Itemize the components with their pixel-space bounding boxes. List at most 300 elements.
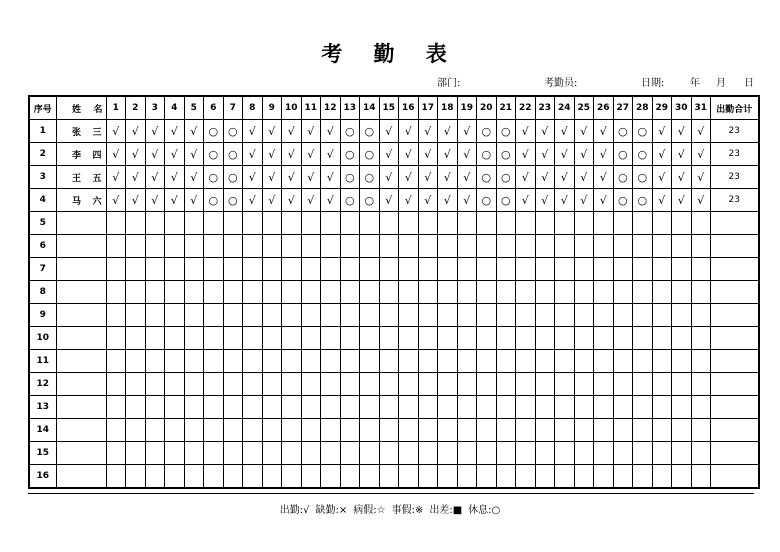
attendance-cell[interactable] bbox=[496, 212, 516, 235]
attendance-cell[interactable] bbox=[516, 143, 536, 166]
attendance-total[interactable] bbox=[711, 419, 759, 442]
attendance-cell[interactable] bbox=[594, 442, 614, 465]
attendance-cell[interactable] bbox=[594, 350, 614, 373]
attendance-cell[interactable] bbox=[360, 419, 380, 442]
attendance-cell[interactable] bbox=[438, 350, 458, 373]
attendance-cell[interactable] bbox=[126, 327, 146, 350]
attendance-cell[interactable] bbox=[496, 396, 516, 419]
attendance-cell[interactable] bbox=[516, 212, 536, 235]
attendance-cell[interactable] bbox=[243, 465, 263, 489]
attendance-cell[interactable] bbox=[594, 120, 614, 143]
attendance-cell[interactable] bbox=[418, 212, 438, 235]
attendance-cell[interactable] bbox=[555, 120, 575, 143]
attendance-cell[interactable] bbox=[399, 327, 419, 350]
attendance-cell[interactable] bbox=[126, 396, 146, 419]
attendance-cell[interactable] bbox=[477, 120, 497, 143]
attendance-cell[interactable] bbox=[379, 442, 399, 465]
attendance-cell[interactable] bbox=[633, 120, 653, 143]
attendance-cell[interactable] bbox=[477, 465, 497, 489]
attendance-cell[interactable] bbox=[457, 327, 477, 350]
attendance-cell[interactable] bbox=[691, 373, 711, 396]
attendance-cell[interactable] bbox=[145, 143, 165, 166]
attendance-cell[interactable] bbox=[204, 396, 224, 419]
attendance-cell[interactable] bbox=[691, 235, 711, 258]
attendance-cell[interactable] bbox=[477, 396, 497, 419]
attendance-cell[interactable] bbox=[652, 143, 672, 166]
attendance-cell[interactable] bbox=[633, 327, 653, 350]
attendance-cell[interactable] bbox=[282, 350, 302, 373]
attendance-cell[interactable] bbox=[204, 189, 224, 212]
attendance-cell[interactable] bbox=[594, 396, 614, 419]
attendance-cell[interactable] bbox=[145, 465, 165, 489]
attendance-cell[interactable] bbox=[457, 189, 477, 212]
attendance-cell[interactable] bbox=[184, 281, 204, 304]
attendance-cell[interactable] bbox=[204, 419, 224, 442]
attendance-cell[interactable] bbox=[516, 419, 536, 442]
attendance-cell[interactable] bbox=[126, 419, 146, 442]
attendance-cell[interactable] bbox=[418, 465, 438, 489]
attendance-cell[interactable] bbox=[574, 166, 594, 189]
attendance-cell[interactable] bbox=[321, 235, 341, 258]
attendance-cell[interactable] bbox=[282, 143, 302, 166]
attendance-cell[interactable] bbox=[516, 396, 536, 419]
attendance-cell[interactable] bbox=[672, 258, 692, 281]
attendance-cell[interactable] bbox=[145, 350, 165, 373]
attendance-cell[interactable] bbox=[652, 327, 672, 350]
attendance-cell[interactable] bbox=[633, 419, 653, 442]
attendance-cell[interactable] bbox=[457, 419, 477, 442]
attendance-cell[interactable] bbox=[496, 442, 516, 465]
attendance-cell[interactable] bbox=[672, 350, 692, 373]
attendance-cell[interactable] bbox=[613, 189, 633, 212]
attendance-cell[interactable] bbox=[223, 235, 243, 258]
employee-name[interactable] bbox=[56, 120, 106, 143]
attendance-cell[interactable] bbox=[223, 465, 243, 489]
attendance-cell[interactable] bbox=[223, 419, 243, 442]
attendance-cell[interactable] bbox=[282, 120, 302, 143]
attendance-cell[interactable] bbox=[145, 212, 165, 235]
attendance-cell[interactable] bbox=[360, 281, 380, 304]
attendance-cell[interactable] bbox=[438, 304, 458, 327]
attendance-cell[interactable] bbox=[165, 212, 185, 235]
attendance-cell[interactable] bbox=[243, 304, 263, 327]
attendance-cell[interactable] bbox=[633, 373, 653, 396]
attendance-cell[interactable] bbox=[204, 327, 224, 350]
attendance-cell[interactable] bbox=[574, 419, 594, 442]
attendance-cell[interactable] bbox=[555, 189, 575, 212]
attendance-cell[interactable] bbox=[574, 304, 594, 327]
attendance-cell[interactable] bbox=[379, 419, 399, 442]
attendance-cell[interactable] bbox=[243, 120, 263, 143]
attendance-cell[interactable] bbox=[126, 166, 146, 189]
attendance-cell[interactable] bbox=[477, 235, 497, 258]
attendance-cell[interactable] bbox=[555, 166, 575, 189]
attendance-cell[interactable] bbox=[106, 120, 126, 143]
attendance-cell[interactable] bbox=[126, 189, 146, 212]
attendance-total[interactable] bbox=[711, 396, 759, 419]
attendance-cell[interactable] bbox=[457, 258, 477, 281]
attendance-cell[interactable] bbox=[652, 235, 672, 258]
attendance-total[interactable] bbox=[711, 442, 759, 465]
attendance-cell[interactable] bbox=[652, 212, 672, 235]
attendance-cell[interactable] bbox=[691, 166, 711, 189]
attendance-cell[interactable] bbox=[496, 281, 516, 304]
attendance-cell[interactable] bbox=[477, 419, 497, 442]
attendance-cell[interactable] bbox=[145, 327, 165, 350]
employee-name[interactable] bbox=[56, 189, 106, 212]
attendance-cell[interactable] bbox=[574, 465, 594, 489]
attendance-cell[interactable] bbox=[223, 166, 243, 189]
attendance-cell[interactable] bbox=[165, 350, 185, 373]
attendance-cell[interactable] bbox=[399, 304, 419, 327]
attendance-cell[interactable] bbox=[262, 373, 282, 396]
attendance-total[interactable] bbox=[711, 212, 759, 235]
attendance-cell[interactable] bbox=[204, 350, 224, 373]
attendance-cell[interactable] bbox=[204, 212, 224, 235]
attendance-cell[interactable] bbox=[652, 304, 672, 327]
attendance-cell[interactable] bbox=[496, 304, 516, 327]
attendance-cell[interactable] bbox=[223, 258, 243, 281]
attendance-cell[interactable] bbox=[145, 442, 165, 465]
attendance-cell[interactable] bbox=[613, 212, 633, 235]
attendance-cell[interactable] bbox=[672, 143, 692, 166]
attendance-cell[interactable] bbox=[555, 442, 575, 465]
attendance-cell[interactable] bbox=[321, 166, 341, 189]
attendance-cell[interactable] bbox=[106, 350, 126, 373]
attendance-cell[interactable] bbox=[360, 120, 380, 143]
attendance-cell[interactable] bbox=[340, 235, 360, 258]
attendance-cell[interactable] bbox=[555, 143, 575, 166]
attendance-cell[interactable] bbox=[652, 419, 672, 442]
attendance-cell[interactable] bbox=[399, 350, 419, 373]
attendance-cell[interactable] bbox=[516, 304, 536, 327]
attendance-cell[interactable] bbox=[184, 304, 204, 327]
attendance-cell[interactable] bbox=[516, 281, 536, 304]
attendance-cell[interactable] bbox=[457, 235, 477, 258]
attendance-cell[interactable] bbox=[613, 442, 633, 465]
attendance-cell[interactable] bbox=[106, 396, 126, 419]
attendance-cell[interactable] bbox=[204, 235, 224, 258]
attendance-cell[interactable] bbox=[301, 212, 321, 235]
attendance-cell[interactable] bbox=[126, 143, 146, 166]
attendance-cell[interactable] bbox=[594, 212, 614, 235]
attendance-cell[interactable] bbox=[282, 189, 302, 212]
attendance-cell[interactable] bbox=[165, 281, 185, 304]
attendance-cell[interactable] bbox=[477, 281, 497, 304]
attendance-cell[interactable] bbox=[438, 143, 458, 166]
attendance-cell[interactable] bbox=[535, 350, 555, 373]
attendance-cell[interactable] bbox=[340, 212, 360, 235]
attendance-cell[interactable] bbox=[262, 419, 282, 442]
attendance-cell[interactable] bbox=[613, 465, 633, 489]
attendance-cell[interactable] bbox=[204, 281, 224, 304]
attendance-cell[interactable] bbox=[477, 304, 497, 327]
attendance-cell[interactable] bbox=[282, 396, 302, 419]
attendance-cell[interactable] bbox=[340, 189, 360, 212]
attendance-cell[interactable] bbox=[516, 166, 536, 189]
attendance-cell[interactable] bbox=[184, 442, 204, 465]
attendance-cell[interactable] bbox=[360, 465, 380, 489]
attendance-cell[interactable] bbox=[301, 258, 321, 281]
attendance-cell[interactable] bbox=[301, 396, 321, 419]
employee-name[interactable] bbox=[56, 281, 106, 304]
attendance-cell[interactable] bbox=[594, 304, 614, 327]
attendance-cell[interactable] bbox=[477, 327, 497, 350]
attendance-cell[interactable] bbox=[574, 143, 594, 166]
attendance-cell[interactable] bbox=[555, 304, 575, 327]
attendance-cell[interactable] bbox=[633, 442, 653, 465]
attendance-cell[interactable] bbox=[262, 304, 282, 327]
attendance-cell[interactable] bbox=[106, 235, 126, 258]
attendance-cell[interactable] bbox=[418, 350, 438, 373]
attendance-cell[interactable] bbox=[418, 143, 438, 166]
attendance-cell[interactable] bbox=[165, 442, 185, 465]
attendance-cell[interactable] bbox=[379, 166, 399, 189]
attendance-cell[interactable] bbox=[360, 235, 380, 258]
attendance-cell[interactable] bbox=[535, 465, 555, 489]
attendance-cell[interactable] bbox=[535, 396, 555, 419]
attendance-cell[interactable] bbox=[418, 120, 438, 143]
attendance-cell[interactable] bbox=[613, 304, 633, 327]
attendance-cell[interactable] bbox=[184, 350, 204, 373]
attendance-cell[interactable] bbox=[691, 212, 711, 235]
attendance-cell[interactable] bbox=[243, 258, 263, 281]
attendance-cell[interactable] bbox=[184, 258, 204, 281]
attendance-cell[interactable] bbox=[301, 166, 321, 189]
attendance-cell[interactable] bbox=[204, 258, 224, 281]
attendance-total[interactable] bbox=[711, 304, 759, 327]
attendance-cell[interactable] bbox=[438, 212, 458, 235]
attendance-cell[interactable] bbox=[633, 465, 653, 489]
attendance-cell[interactable] bbox=[438, 166, 458, 189]
attendance-cell[interactable] bbox=[399, 465, 419, 489]
attendance-cell[interactable] bbox=[418, 281, 438, 304]
attendance-cell[interactable] bbox=[282, 281, 302, 304]
attendance-cell[interactable] bbox=[399, 396, 419, 419]
attendance-cell[interactable] bbox=[633, 304, 653, 327]
attendance-cell[interactable] bbox=[106, 327, 126, 350]
attendance-cell[interactable] bbox=[633, 350, 653, 373]
attendance-cell[interactable] bbox=[243, 350, 263, 373]
attendance-cell[interactable] bbox=[477, 189, 497, 212]
attendance-cell[interactable] bbox=[613, 350, 633, 373]
attendance-cell[interactable] bbox=[301, 304, 321, 327]
attendance-cell[interactable] bbox=[165, 258, 185, 281]
attendance-cell[interactable] bbox=[535, 327, 555, 350]
attendance-cell[interactable] bbox=[360, 189, 380, 212]
attendance-cell[interactable] bbox=[204, 120, 224, 143]
attendance-cell[interactable] bbox=[438, 120, 458, 143]
attendance-cell[interactable] bbox=[184, 143, 204, 166]
attendance-cell[interactable] bbox=[613, 327, 633, 350]
attendance-cell[interactable] bbox=[379, 373, 399, 396]
attendance-cell[interactable] bbox=[223, 120, 243, 143]
attendance-cell[interactable] bbox=[652, 396, 672, 419]
attendance-cell[interactable] bbox=[399, 166, 419, 189]
attendance-cell[interactable] bbox=[535, 258, 555, 281]
attendance-cell[interactable] bbox=[438, 189, 458, 212]
attendance-cell[interactable] bbox=[379, 281, 399, 304]
attendance-cell[interactable] bbox=[379, 350, 399, 373]
attendance-cell[interactable] bbox=[321, 304, 341, 327]
attendance-cell[interactable] bbox=[574, 120, 594, 143]
attendance-cell[interactable] bbox=[613, 166, 633, 189]
attendance-cell[interactable] bbox=[535, 419, 555, 442]
attendance-cell[interactable] bbox=[418, 327, 438, 350]
attendance-cell[interactable] bbox=[282, 373, 302, 396]
attendance-cell[interactable] bbox=[145, 396, 165, 419]
attendance-cell[interactable] bbox=[613, 373, 633, 396]
attendance-cell[interactable] bbox=[457, 442, 477, 465]
attendance-cell[interactable] bbox=[262, 327, 282, 350]
attendance-cell[interactable] bbox=[145, 166, 165, 189]
attendance-cell[interactable] bbox=[360, 327, 380, 350]
attendance-cell[interactable] bbox=[262, 465, 282, 489]
attendance-cell[interactable] bbox=[204, 465, 224, 489]
attendance-cell[interactable] bbox=[574, 396, 594, 419]
attendance-cell[interactable] bbox=[477, 373, 497, 396]
attendance-cell[interactable] bbox=[535, 120, 555, 143]
attendance-cell[interactable] bbox=[457, 166, 477, 189]
attendance-cell[interactable] bbox=[613, 143, 633, 166]
attendance-total[interactable] bbox=[711, 258, 759, 281]
attendance-cell[interactable] bbox=[652, 281, 672, 304]
attendance-total[interactable] bbox=[711, 281, 759, 304]
attendance-cell[interactable] bbox=[165, 396, 185, 419]
attendance-cell[interactable] bbox=[691, 465, 711, 489]
attendance-cell[interactable] bbox=[438, 396, 458, 419]
attendance-cell[interactable] bbox=[516, 442, 536, 465]
attendance-cell[interactable] bbox=[672, 419, 692, 442]
attendance-cell[interactable] bbox=[145, 419, 165, 442]
attendance-cell[interactable] bbox=[613, 120, 633, 143]
attendance-cell[interactable] bbox=[340, 350, 360, 373]
attendance-cell[interactable] bbox=[360, 166, 380, 189]
attendance-cell[interactable] bbox=[282, 258, 302, 281]
attendance-cell[interactable] bbox=[574, 212, 594, 235]
attendance-cell[interactable] bbox=[672, 304, 692, 327]
attendance-cell[interactable] bbox=[672, 235, 692, 258]
attendance-cell[interactable] bbox=[633, 189, 653, 212]
attendance-cell[interactable] bbox=[301, 235, 321, 258]
attendance-cell[interactable] bbox=[652, 258, 672, 281]
attendance-cell[interactable] bbox=[126, 350, 146, 373]
attendance-cell[interactable] bbox=[204, 442, 224, 465]
attendance-cell[interactable] bbox=[535, 442, 555, 465]
attendance-cell[interactable] bbox=[321, 281, 341, 304]
attendance-cell[interactable] bbox=[574, 235, 594, 258]
attendance-cell[interactable] bbox=[262, 281, 282, 304]
attendance-cell[interactable] bbox=[594, 327, 614, 350]
attendance-cell[interactable] bbox=[106, 373, 126, 396]
attendance-cell[interactable] bbox=[535, 281, 555, 304]
attendance-cell[interactable] bbox=[555, 212, 575, 235]
attendance-cell[interactable] bbox=[282, 327, 302, 350]
attendance-cell[interactable] bbox=[613, 281, 633, 304]
attendance-total[interactable]: 23 bbox=[711, 189, 759, 212]
attendance-cell[interactable] bbox=[184, 212, 204, 235]
attendance-cell[interactable] bbox=[321, 258, 341, 281]
attendance-cell[interactable] bbox=[438, 442, 458, 465]
employee-name[interactable] bbox=[56, 327, 106, 350]
attendance-cell[interactable] bbox=[165, 143, 185, 166]
attendance-cell[interactable] bbox=[399, 419, 419, 442]
attendance-cell[interactable] bbox=[184, 120, 204, 143]
attendance-cell[interactable] bbox=[477, 258, 497, 281]
attendance-cell[interactable] bbox=[496, 419, 516, 442]
attendance-cell[interactable] bbox=[555, 396, 575, 419]
attendance-cell[interactable] bbox=[282, 304, 302, 327]
attendance-cell[interactable] bbox=[438, 327, 458, 350]
attendance-cell[interactable] bbox=[399, 212, 419, 235]
attendance-cell[interactable] bbox=[340, 281, 360, 304]
attendance-cell[interactable] bbox=[243, 212, 263, 235]
employee-name[interactable] bbox=[56, 396, 106, 419]
attendance-cell[interactable] bbox=[535, 373, 555, 396]
attendance-cell[interactable] bbox=[691, 419, 711, 442]
attendance-cell[interactable] bbox=[516, 373, 536, 396]
attendance-cell[interactable] bbox=[106, 281, 126, 304]
attendance-cell[interactable] bbox=[672, 120, 692, 143]
attendance-cell[interactable] bbox=[360, 212, 380, 235]
attendance-cell[interactable] bbox=[535, 143, 555, 166]
attendance-cell[interactable] bbox=[574, 373, 594, 396]
attendance-cell[interactable] bbox=[477, 212, 497, 235]
employee-name[interactable] bbox=[56, 212, 106, 235]
attendance-cell[interactable] bbox=[262, 442, 282, 465]
attendance-cell[interactable] bbox=[555, 281, 575, 304]
attendance-cell[interactable] bbox=[165, 120, 185, 143]
attendance-cell[interactable] bbox=[496, 143, 516, 166]
attendance-cell[interactable] bbox=[126, 442, 146, 465]
attendance-cell[interactable] bbox=[691, 396, 711, 419]
attendance-cell[interactable] bbox=[672, 465, 692, 489]
attendance-cell[interactable] bbox=[184, 327, 204, 350]
attendance-cell[interactable] bbox=[613, 419, 633, 442]
attendance-cell[interactable] bbox=[262, 396, 282, 419]
attendance-cell[interactable] bbox=[574, 258, 594, 281]
attendance-cell[interactable] bbox=[594, 281, 614, 304]
attendance-cell[interactable] bbox=[321, 327, 341, 350]
attendance-cell[interactable] bbox=[399, 373, 419, 396]
attendance-cell[interactable] bbox=[496, 327, 516, 350]
attendance-cell[interactable] bbox=[223, 396, 243, 419]
attendance-cell[interactable] bbox=[379, 465, 399, 489]
attendance-cell[interactable] bbox=[691, 327, 711, 350]
attendance-cell[interactable] bbox=[379, 327, 399, 350]
attendance-cell[interactable] bbox=[223, 304, 243, 327]
attendance-cell[interactable] bbox=[145, 258, 165, 281]
employee-name[interactable] bbox=[56, 304, 106, 327]
attendance-cell[interactable] bbox=[652, 442, 672, 465]
attendance-cell[interactable] bbox=[633, 235, 653, 258]
attendance-cell[interactable] bbox=[165, 304, 185, 327]
attendance-cell[interactable] bbox=[223, 442, 243, 465]
attendance-cell[interactable] bbox=[652, 373, 672, 396]
attendance-cell[interactable] bbox=[457, 281, 477, 304]
attendance-cell[interactable] bbox=[516, 327, 536, 350]
attendance-cell[interactable] bbox=[594, 235, 614, 258]
attendance-cell[interactable] bbox=[555, 419, 575, 442]
attendance-cell[interactable] bbox=[594, 258, 614, 281]
attendance-cell[interactable] bbox=[106, 419, 126, 442]
attendance-cell[interactable] bbox=[106, 304, 126, 327]
attendance-cell[interactable] bbox=[301, 419, 321, 442]
attendance-cell[interactable] bbox=[633, 143, 653, 166]
attendance-cell[interactable] bbox=[301, 327, 321, 350]
attendance-cell[interactable] bbox=[691, 120, 711, 143]
attendance-cell[interactable] bbox=[321, 189, 341, 212]
